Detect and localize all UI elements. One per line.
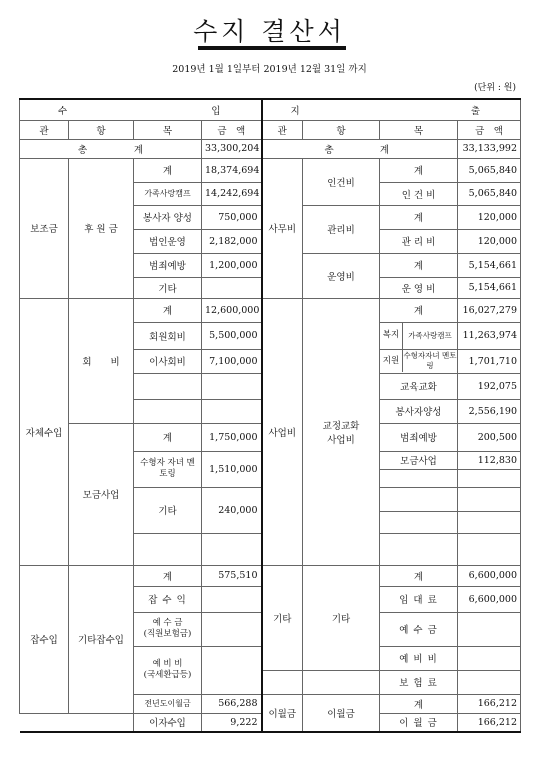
income-amount-empty (202, 373, 262, 399)
expense-mok: 수형자자녀 멘토링 (403, 351, 457, 370)
income-amount: 9,222 (202, 713, 262, 732)
total-label-a: 총 (78, 144, 88, 156)
expense-amount: 5,154,661 (458, 277, 521, 298)
income-hang-fundraising: 모금사업 (69, 423, 134, 565)
income-gwan-misc: 잡수입 (20, 565, 69, 713)
income-amount-empty (202, 533, 262, 565)
expense-amount: 166,212 (458, 713, 521, 732)
income-amount: 2,182,000 (202, 229, 262, 253)
income-amount: 575,510 (202, 565, 262, 586)
expense-hang-operate: 운영비 (303, 253, 380, 298)
expense-hang-labor: 인건비 (303, 158, 380, 205)
income-amount: 566,288 (202, 694, 262, 713)
income-total-amount: 33,300,204 (202, 139, 262, 158)
expense-amount: 11,263,974 (458, 322, 521, 349)
income-mok: 계 (134, 423, 202, 451)
expense-amount-empty (458, 511, 521, 533)
unit-text: (단위 : 원) (474, 83, 516, 93)
income-amount (202, 277, 262, 298)
expense-gwan-other-cont (262, 670, 303, 694)
title-underline (198, 46, 346, 50)
expense-hang-carry: 이월금 (303, 694, 380, 732)
expense-mok: 임 대 료 (380, 586, 458, 612)
income-gwan-self: 자체수입 (20, 298, 69, 565)
income-mok-sub: (국세환급등) (143, 670, 192, 680)
income-amount: 5,500,000 (202, 322, 262, 349)
income-amount: 18,374,694 (202, 158, 262, 182)
expense-mok: 이 월 금 (380, 713, 458, 732)
income-mok (134, 646, 202, 694)
expense-welfare-block (380, 349, 458, 373)
income-mok-main: 예 비 비 (152, 659, 183, 669)
col-gwan: 관 (20, 120, 69, 139)
expense-gwan-office: 사무비 (262, 158, 303, 298)
expense-header-ji: 지 (290, 105, 300, 117)
expense-amount-empty (458, 487, 521, 511)
total-label-a: 총 (324, 144, 334, 156)
income-amount: 1,200,000 (202, 253, 262, 277)
expense-mok: 보 험 료 (380, 670, 458, 694)
total-label-b: 계 (133, 144, 143, 156)
expense-amount: 6,600,000 (458, 565, 521, 586)
income-mok: 범죄예방 (134, 253, 202, 277)
income-mok: 수형자 자녀 멘토링 (134, 451, 202, 487)
income-mok-sub: (직원보험금) (143, 629, 192, 639)
expense-amount: 5,154,661 (458, 253, 521, 277)
expense-amount: 1,701,710 (458, 349, 521, 373)
expense-hang-manage: 관리비 (303, 205, 380, 253)
expense-hang-correction (303, 298, 380, 565)
expense-mok: 범죄예방 (380, 423, 458, 451)
income-gwan-subsidy: 보조금 (20, 158, 69, 298)
income-mok-empty (134, 373, 202, 399)
income-amount: 240,000 (202, 487, 262, 533)
income-mok: 회원회비 (134, 322, 202, 349)
expense-hang-correction-b: 사업비 (327, 434, 355, 446)
income-mok: 잡 수 익 (134, 586, 202, 612)
income-mok: 기타 (134, 487, 202, 533)
expense-mok: 모금사업 (380, 451, 458, 469)
income-amount: 7,100,000 (202, 349, 262, 373)
income-mok-empty (134, 533, 202, 565)
income-mok: 계 (134, 298, 202, 322)
expense-amount: 120,000 (458, 229, 521, 253)
income-mok (134, 612, 202, 646)
expense-mok: 인 건 비 (380, 182, 458, 205)
income-header-su: 수 (58, 105, 68, 117)
expense-gwan-other: 기타 (262, 565, 303, 670)
expense-amount-empty (458, 533, 521, 565)
income-mok: 법인운영 (134, 229, 202, 253)
expense-mok: 봉사자양성 (380, 399, 458, 423)
expense-mok: 예 비 비 (380, 646, 458, 670)
expense-amount (458, 646, 521, 670)
expense-mok: 운 영 비 (380, 277, 458, 298)
expense-mok: 계 (380, 205, 458, 229)
expense-welfare-block (380, 322, 458, 349)
col-amount: 금 액 (458, 120, 521, 139)
expense-mok: 가족사랑캠프 (402, 323, 457, 349)
expense-amount: 5,065,840 (458, 158, 521, 182)
expense-mok: 계 (380, 158, 458, 182)
expense-amount: 200,500 (458, 423, 521, 451)
expense-header-chul: 출 (470, 105, 480, 117)
expense-hang-correction-a: 교정교화 (322, 420, 360, 432)
total-label-b: 계 (379, 144, 389, 156)
expense-amount: 120,000 (458, 205, 521, 229)
income-gap (20, 713, 134, 732)
expense-gwan-project: 사업비 (262, 298, 303, 565)
expense-mok: 예 수 금 (380, 612, 458, 646)
income-hang-donation: 후 원 금 (69, 158, 134, 298)
expense-mok: 계 (380, 565, 458, 586)
income-mok: 계 (134, 158, 202, 182)
expense-amount: 5,065,840 (458, 182, 521, 205)
expense-header (262, 99, 521, 120)
expense-mok: 관 리 비 (380, 229, 458, 253)
income-amount (202, 586, 262, 612)
expense-total-label (262, 139, 458, 158)
expense-mok: 계 (380, 253, 458, 277)
income-amount: 1,510,000 (202, 451, 262, 487)
income-mok: 전년도이월금 (134, 694, 202, 713)
welfare-label-b: 지원 (382, 355, 400, 366)
income-amount (202, 646, 262, 694)
income-mok: 이사회비 (134, 349, 202, 373)
welfare-label (380, 356, 402, 367)
expense-mok: 교육교화 (380, 373, 458, 399)
income-total-label (20, 139, 202, 158)
income-amount: 14,242,694 (202, 182, 262, 205)
expense-hang-other: 기타 (303, 565, 380, 670)
expense-amount: 192,075 (458, 373, 521, 399)
expense-mok: 계 (380, 694, 458, 713)
income-hang-dues: 회 비 (69, 298, 134, 423)
expense-amount: 16,027,279 (458, 298, 521, 322)
income-mok: 계 (134, 565, 202, 586)
expense-amount (458, 670, 521, 694)
income-mok: 봉사자 양성 (134, 205, 202, 229)
income-amount: 1,750,000 (202, 423, 262, 451)
expense-gwan-carry: 이월금 (262, 694, 303, 732)
page-title: 수지 결산서 (193, 17, 346, 46)
income-amount: 750,000 (202, 205, 262, 229)
expense-amount: 112,830 (458, 451, 521, 469)
col-amount: 금 액 (202, 120, 262, 139)
income-amount (202, 612, 262, 646)
income-mok: 가족사랑캠프 (134, 182, 202, 205)
expense-amount-empty (458, 469, 521, 487)
income-mok-main: 예 수 금 (152, 618, 183, 628)
period-text: 2019년 1월 1일부터 2019년 12월 31일 까지 (172, 64, 367, 75)
expense-amount: 166,212 (458, 694, 521, 713)
expense-hang-other-cont (303, 670, 380, 694)
expense-mok-empty (380, 487, 458, 511)
col-hang: 항 (69, 120, 134, 139)
income-header (20, 99, 262, 120)
income-mok: 기타 (134, 277, 202, 298)
expense-mok: 계 (380, 298, 458, 322)
col-hang: 항 (303, 120, 380, 139)
col-mok: 목 (134, 120, 202, 139)
income-header-ip: 입 (211, 105, 221, 117)
col-gwan: 관 (262, 120, 303, 139)
settlement-table (19, 98, 521, 733)
expense-mok-empty (380, 511, 458, 533)
expense-amount (458, 612, 521, 646)
income-amount-empty (202, 399, 262, 423)
expense-mok-empty (380, 533, 458, 565)
expense-total-amount: 33,133,992 (458, 139, 521, 158)
expense-amount: 6,600,000 (458, 586, 521, 612)
expense-mok-empty (380, 469, 458, 487)
income-amount: 12,600,000 (202, 298, 262, 322)
income-mok-empty (134, 399, 202, 423)
income-mok: 이자수입 (134, 713, 202, 732)
col-mok: 목 (380, 120, 458, 139)
income-hang-misc: 기타잡수입 (69, 565, 134, 713)
welfare-label-a: 복지 (382, 330, 400, 340)
welfare-label (380, 330, 402, 341)
expense-amount: 2,556,190 (458, 399, 521, 423)
